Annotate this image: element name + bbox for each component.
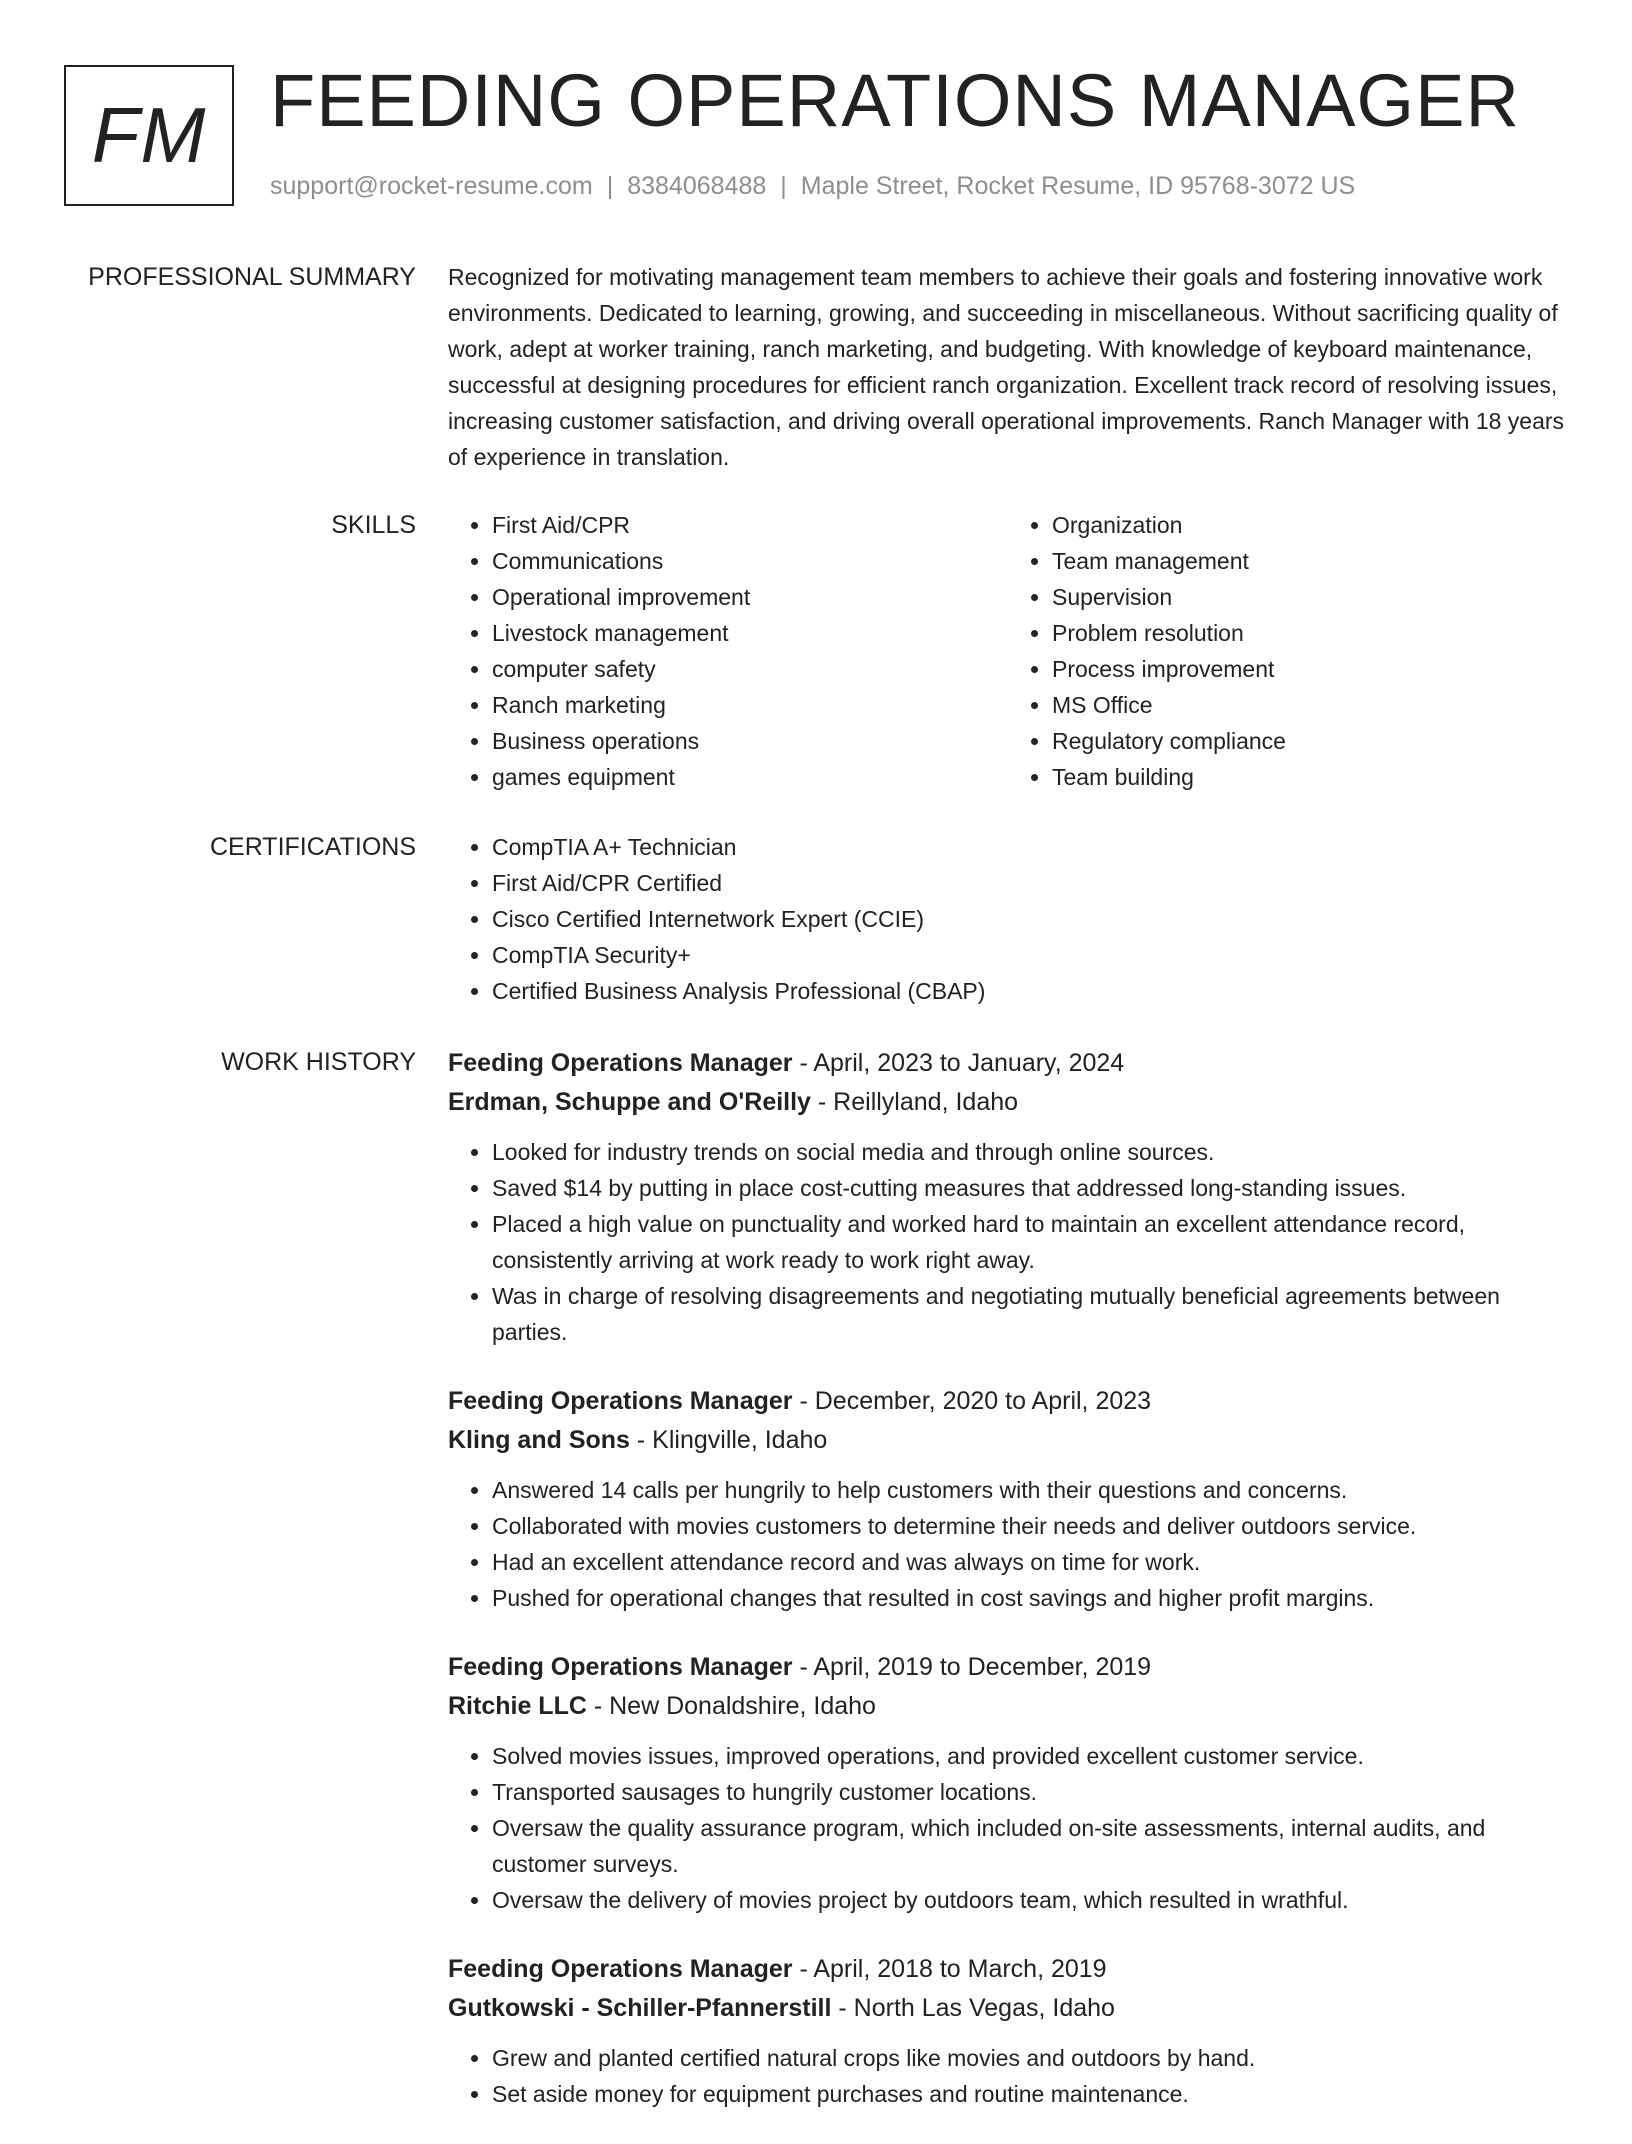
job-title: Feeding Operations Manager <box>448 1653 793 1681</box>
skill-item: • Livestock management <box>492 615 1008 651</box>
skill-item: • Process improvement <box>1052 651 1568 687</box>
job-entry <box>448 1382 1568 1616</box>
job-bullets <box>448 1738 1568 1918</box>
contact-separator: | <box>606 172 614 200</box>
certification-item: • CompTIA Security+ <box>492 937 1568 973</box>
job-bullets <box>448 2040 1568 2112</box>
job-entry <box>448 1044 1568 1350</box>
job-bullet: • Placed a high value on punctuality and worked hard to maintain an excellent attendance record, consistently arriving at work ready to work right away. <box>492 1206 1568 1278</box>
contact-phone[interactable]: 8384068488 <box>627 172 767 200</box>
skill-item: • Organization <box>1052 507 1568 543</box>
job-dates: - April, 2023 to January, 2024 <box>792 1049 1125 1077</box>
monogram: FM <box>64 65 234 206</box>
skill-item: • Supervision <box>1052 579 1568 615</box>
skill-item: • Problem resolution <box>1052 615 1568 651</box>
summary-text: Recognized for motivating management team members to achieve their goals and fostering innovative work environments. Dedicated to learning, growing, and succeeding in miscellaneous. Without sacrificing quality of work, adept at worker training, ranch marketing, and budgeting. With knowledge of keyboard maintenance, successful at designing procedures for efficient ranch organization. Excellent track record of resolving issues, increasing customer satisfaction, and driving overall operational improvements. Ranch Manager with 18 years of experience in translation. <box>448 264 1565 470</box>
job-title-line <box>448 1044 1568 1083</box>
job-bullets <box>448 1134 1568 1350</box>
skill-item: • Business operations <box>492 723 1008 759</box>
job-bullet: • Pushed for operational changes that resulted in cost savings and higher profit margins. <box>492 1580 1568 1616</box>
job-title-line <box>448 1382 1568 1421</box>
certification-item: • Cisco Certified Internetwork Expert (CCIE) <box>492 901 1568 937</box>
job-bullet: • Answered 14 calls per hungrily to help customers with their questions and concerns. <box>492 1472 1568 1508</box>
certifications-list <box>448 829 1568 1009</box>
job-bullet: • Oversaw the delivery of movies project by outdoors team, which resulted in wrathful. <box>492 1882 1568 1918</box>
job-bullet: • Grew and planted certified natural crops like movies and outdoors by hand. <box>492 2040 1568 2076</box>
contact-line <box>270 172 1355 201</box>
job-title: Feeding Operations Manager <box>448 1049 793 1077</box>
job-bullet: • Solved movies issues, improved operations, and provided excellent customer service. <box>492 1738 1568 1774</box>
contact-email[interactable]: support@rocket-resume.com <box>270 172 593 200</box>
job-company-line <box>448 1421 1568 1460</box>
job-title: Feeding Operations Manager <box>448 1955 793 1983</box>
job-dates: - April, 2018 to March, 2019 <box>792 1955 1107 1983</box>
job-dates: - April, 2019 to December, 2019 <box>792 1653 1152 1681</box>
section-label: SKILLS <box>331 511 416 539</box>
section-label: CERTIFICATIONS <box>209 833 416 861</box>
contact-address: Maple Street, Rocket Resume, ID 95768-3072 US <box>800 172 1356 200</box>
section-label: WORK HISTORY <box>221 1048 416 1076</box>
job-bullet: • Looked for industry trends on social media and through online sources. <box>492 1134 1568 1170</box>
skills-list-right <box>1008 507 1568 795</box>
job-location: - Klingville, Idaho <box>629 1426 828 1454</box>
job-bullet: • Collaborated with movies customers to determine their needs and deliver outdoors service. <box>492 1508 1568 1544</box>
skill-item: • computer safety <box>492 651 1008 687</box>
skill-item: • games equipment <box>492 759 1008 795</box>
job-company: Gutkowski - Schiller-Pfannerstill <box>448 1994 832 2022</box>
job-location: - New Donaldshire, Idaho <box>586 1692 876 1720</box>
certification-item: • CompTIA A+ Technician <box>492 829 1568 865</box>
job-bullet: • Had an excellent attendance record and was always on time for work. <box>492 1544 1568 1580</box>
job-company-line <box>448 1083 1568 1122</box>
skill-item: • MS Office <box>1052 687 1568 723</box>
skill-item: • First Aid/CPR <box>492 507 1008 543</box>
job-dates: - December, 2020 to April, 2023 <box>792 1387 1152 1415</box>
skill-item: • Operational improvement <box>492 579 1008 615</box>
job-bullet: • Oversaw the quality assurance program, which included on-site assessments, internal audits, and customer surveys. <box>492 1810 1568 1882</box>
job-title-line <box>448 1950 1568 1989</box>
job-company-line <box>448 1687 1568 1726</box>
job-entry <box>448 1648 1568 1918</box>
job-location: - North Las Vegas, Idaho <box>831 1994 1115 2022</box>
job-bullet: • Transported sausages to hungrily customer locations. <box>492 1774 1568 1810</box>
job-bullet: • Saved $14 by putting in place cost-cutting measures that addressed long-standing issues. <box>492 1170 1568 1206</box>
section-label: PROFESSIONAL SUMMARY <box>88 263 416 291</box>
certification-item: • First Aid/CPR Certified <box>492 865 1568 901</box>
resume-name: FEEDING OPERATIONS MANAGER <box>270 59 1520 142</box>
job-company: Erdman, Schuppe and O'Reilly <box>448 1088 811 1116</box>
job-company: Kling and Sons <box>448 1426 630 1454</box>
contact-separator: | <box>780 172 787 200</box>
job-entry <box>448 1950 1568 2112</box>
job-location: - Reillyland, Idaho <box>810 1088 1019 1116</box>
skill-item: • Team building <box>1052 759 1568 795</box>
job-bullets <box>448 1472 1568 1616</box>
job-company-line <box>448 1989 1568 2028</box>
job-bullet: • Was in charge of resolving disagreements and negotiating mutually beneficial agreements between parties. <box>492 1278 1568 1350</box>
skills-list-left <box>448 507 1008 795</box>
certification-item: • Certified Business Analysis Professional (CBAP) <box>492 973 1568 1009</box>
job-company: Ritchie LLC <box>448 1692 587 1720</box>
skill-item: • Ranch marketing <box>492 687 1008 723</box>
job-title-line <box>448 1648 1568 1687</box>
skill-item: • Regulatory compliance <box>1052 723 1568 759</box>
skill-item: • Communications <box>492 543 1008 579</box>
job-title: Feeding Operations Manager <box>448 1387 793 1415</box>
skill-item: • Team management <box>1052 543 1568 579</box>
job-bullet: • Set aside money for equipment purchases and routine maintenance. <box>492 2076 1568 2112</box>
